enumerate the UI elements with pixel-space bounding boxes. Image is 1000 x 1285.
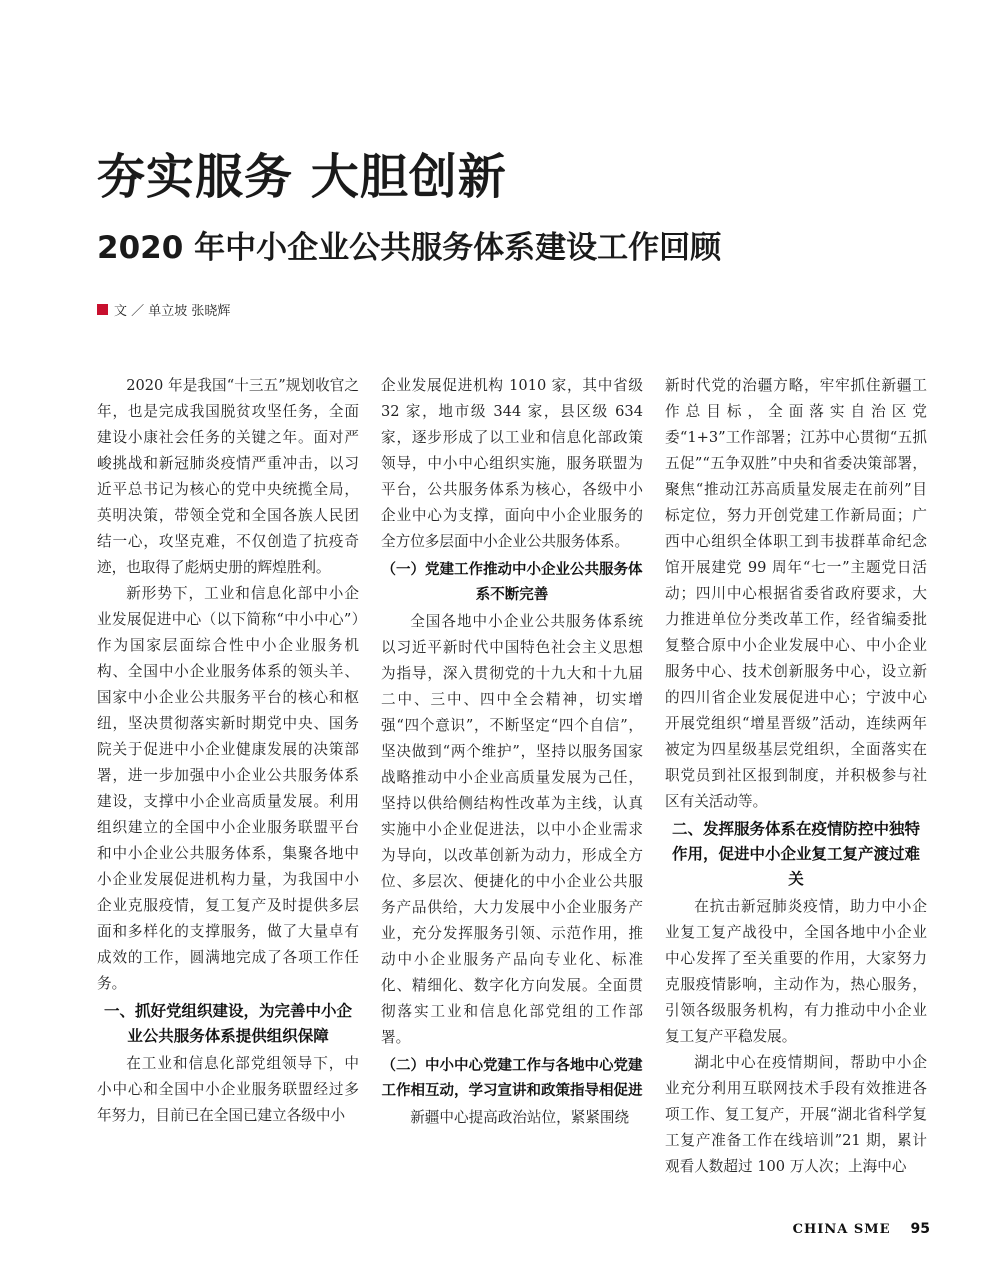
paragraph: 企业发展促进机构 1010 家，其中省级 32 家，地市级 344 家，县区级 634 家，逐步形成了以工业和信息化部政策领导，中小中心组织实施，服务联盟为平台，公共服务体系为核心，各级中小企业中心为支撑，面向中小企业服务的全方位多层面中小企业公共服务体系。 <box>381 377 643 550</box>
paragraph: 在工业和信息化部党组领导下，中小中心和全国中小企业服务联盟经过多年努力，目前已在全国已建立各级中小 <box>97 1055 359 1124</box>
section-heading: 一、抓好党组织建设，为完善中小企业公共服务体系提供组织保障 <box>103 1002 352 1045</box>
text-column-1 <box>97 373 359 1183</box>
journal-name: CHINA SME <box>792 1222 891 1237</box>
section-heading: 二、发挥服务体系在疫情防控中独特作用，促进中小企业复工复产渡过难关 <box>671 820 920 888</box>
red-square-icon <box>97 304 108 315</box>
article-subtitle: 2020 年中小企业公共服务体系建设工作回顾 <box>97 230 722 266</box>
byline-text: 文 ／ 单立坡 张晓辉 <box>114 304 231 319</box>
paragraph: 全国各地中小企业公共服务体系统以习近平新时代中国特色社会主义思想为指导，深入贯彻党的十九大和十九届二中、三中、四中全会精神，切实增强“四个意识”，不断坚定“四个自信”，坚决做到“两个维护”，坚持以服务国家战略推动中小企业高质量发展为己任，坚持以供给侧结构性改革为主线，认真实施中小企业促进法，以中小企业需求为导向，以改革创新为动力，形成全方位、多层次、便捷化的中小企业公共服务产品供给，大力发展中小企业服务产业，充分发挥服务引领、示范作用，推动中小企业服务产品向专业化、标准化、精细化、数字化方向发展。全面贯彻落实工业和信息化部党组的工作部署。 <box>381 613 643 1046</box>
page-footer <box>793 1221 930 1237</box>
paragraph: 新疆中心提高政治站位，紧紧围绕 <box>410 1109 630 1126</box>
article-title: 夯实服务 大胆创新 <box>97 149 507 205</box>
paragraph: 新形势下，工业和信息化部中小企业发展促进中心（以下简称“中小中心”）作为国家层面综合性中小企业服务机构、全国中小企业服务体系的领头羊、国家中小企业公共服务平台的核心和枢纽，坚决贯彻落实新时期党中央、国务院关于促进中小企业健康发展的决策部署，进一步加强中小企业公共服务体系建设，支撑中小企业高质量发展。利用组织建立的全国中小企业服务联盟平台和中小企业公共服务体系，集聚各地中小企业发展促进机构力量，为我国中小企业克服疫情，复工复产及时提供多层面和多样化的支撑服务，做了大量卓有成效的工作，圆满地完成了各项工作任务。 <box>97 585 359 992</box>
paragraph: 2020 年是我国“十三五”规划收官之年，也是完成我国脱贫攻坚任务，全面建设小康社会任务的关键之年。面对严峻挑战和新冠肺炎疫情严重冲击，以习近平总书记为核心的党中央统揽全局，英明决策，带领全党和全国各族人民团结一心，攻坚克难，不仅创造了抗疫奇迹，也取得了彪炳史册的辉煌胜利。 <box>97 377 359 576</box>
text-column-3 <box>665 373 927 1183</box>
paragraph: 湖北中心在疫情期间，帮助中小企业充分利用互联网技术手段有效推进各项工作、复工复产，开展“湖北省科学复工复产准备工作在线培训”21 期，累计观看人数超过 100 万人次；上海中心 <box>665 1054 927 1175</box>
text-column-2 <box>381 373 643 1183</box>
paragraph: 新时代党的治疆方略，牢牢抓住新疆工作总目标，全面落实自治区党委“1+3”工作部署；江苏中心贯彻“五抓五促”“五争双胜”中央和省委决策部署，聚焦“推动江苏高质量发展走在前列”目标定位，努力开创党建工作新局面；广西中心组织全体职工到韦拔群革命纪念馆开展建党 99 周年“七一”主题党日活动；四川中心根据省委省政府要求，大力推进单位分类改革工作，经省编委批复整合原中小企业发展中心、中小企业服务中心、技术创新服务中心，设立新的四川省企业发展促进中心；宁波中心开展党组织“增星晋级”活动，连续两年被定为四星级基层党组织，全面落实在职党员到社区报到制度，并积极参与社区有关活动等。 <box>665 377 927 810</box>
page-number: 95 <box>910 1221 930 1237</box>
byline <box>97 300 230 319</box>
subsection-heading: （一）党建工作推动中小企业公共服务体系不断完善 <box>381 561 643 603</box>
subsection-heading: （二）中小中心党建工作与各地中心党建工作相互动，学习宣讲和政策指导相促进 <box>381 1057 643 1099</box>
paragraph: 在抗击新冠肺炎疫情，助力中小企业复工复产战役中，全国各地中小企业中心发挥了至关重要的作用，大家努力克服疫情影响，主动作为，热心服务，引领各级服务机构，有力推动中小企业复工复产平稳发展。 <box>665 898 927 1045</box>
